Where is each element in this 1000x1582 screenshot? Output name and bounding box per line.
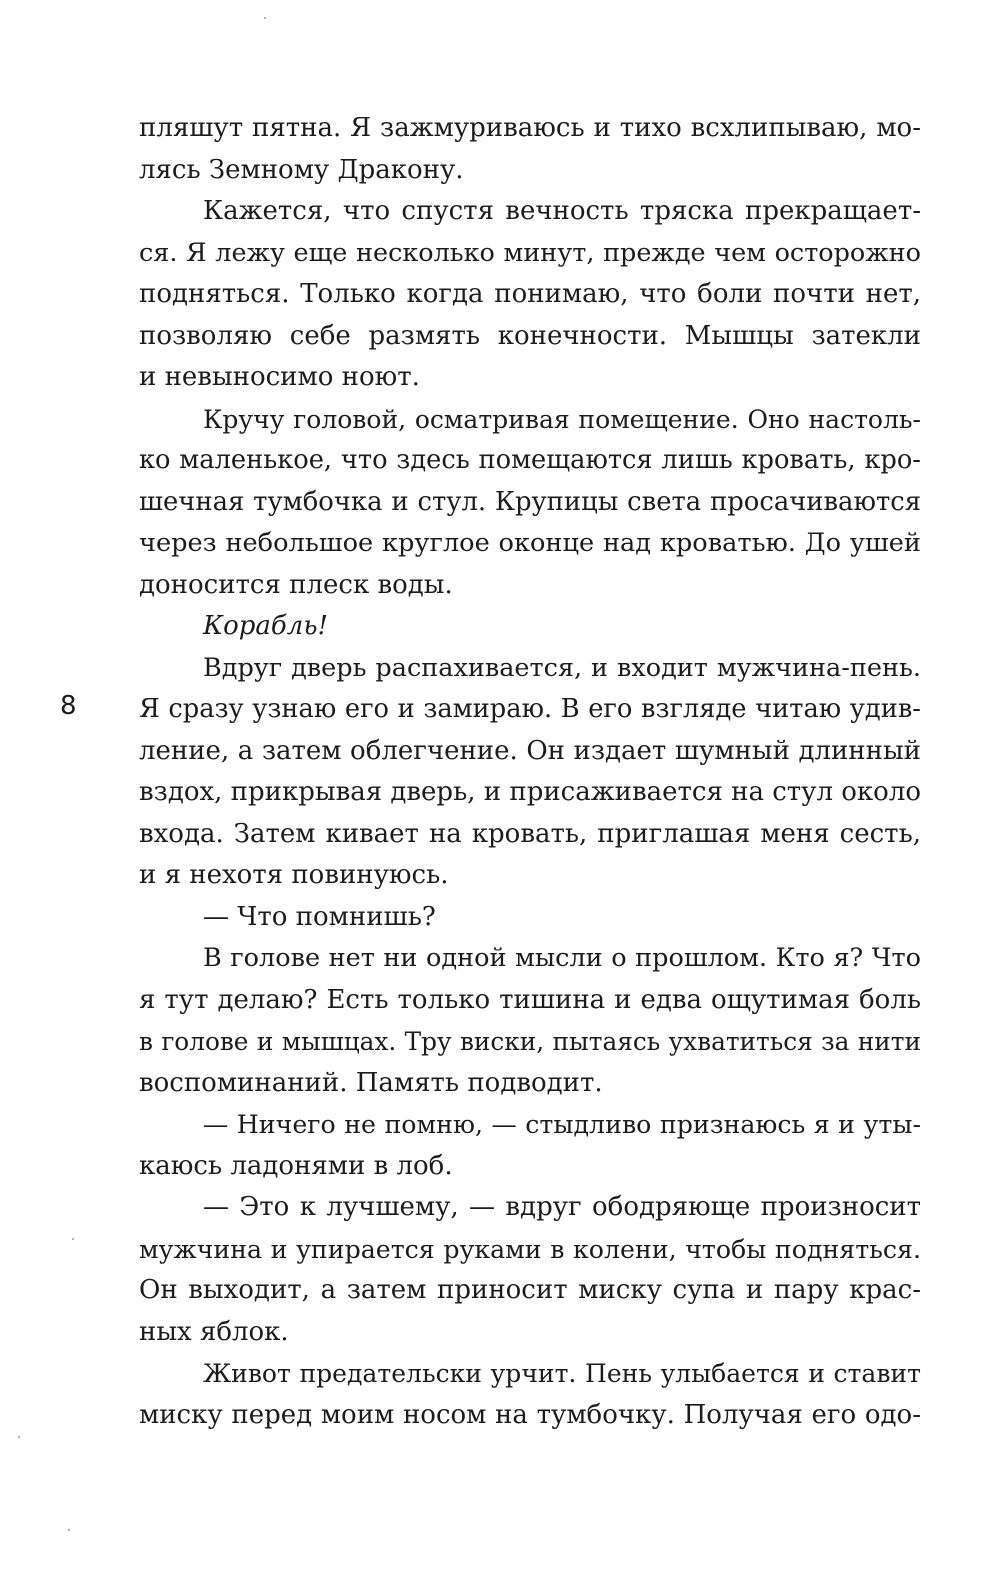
- text-line: Живот предательски урчит. Пень улыбается и ставит: [203, 1359, 921, 1388]
- text-line: — Что помнишь?: [203, 901, 436, 932]
- page-number: 8: [60, 691, 77, 721]
- text-line: мужчина и упирается руками в колени, чтобы подняться.: [139, 1234, 921, 1264]
- text-line: лясь Земному Дракону.: [139, 154, 464, 185]
- text-line: позволяю себе размять конечности. Мышцы затекли: [139, 320, 921, 351]
- text-line-italic: Корабль!: [203, 611, 328, 641]
- text-line: Кажется, что спустя вечность тряска прекращает-: [203, 196, 921, 226]
- text-line: входа. Затем кивает на кровать, приглашая меня сесть,: [139, 818, 921, 849]
- scan-speck: [72, 1238, 74, 1240]
- text-line: каюсь ладонями в лоб.: [139, 1150, 453, 1181]
- text-line: и невыносимо ноют.: [139, 362, 420, 392]
- text-line: миску перед моим носом на тумбочку. Получая его одо-: [139, 1399, 921, 1430]
- text-line: подняться. Только когда понимаю, что боли почти нет,: [139, 279, 921, 309]
- text-line: Вдруг дверь распахивается, и входит мужчина-пень.: [203, 652, 921, 683]
- scan-speck: [264, 17, 266, 19]
- text-line: пляшут пятна. Я зажмуриваюсь и тихо всхлипываю, мо-: [139, 113, 921, 143]
- text-line: и я нехотя повинуюсь.: [139, 860, 449, 890]
- scan-speck: [68, 1529, 70, 1531]
- text-line: Он выходит, а затем приносит миску супа и пару крас-: [139, 1275, 921, 1305]
- text-line: Кручу головой, осматривая помещение. Оно настоль-: [203, 404, 921, 434]
- text-line: доносится плеск воды.: [139, 569, 453, 600]
- text-line: ление, а затем облегчение. Он издает шумный длинный: [139, 735, 921, 766]
- text-line: шечная тумбочка и стул. Крупицы света просачиваются: [139, 486, 921, 517]
- text-line: — Это к лучшему, — вдруг ободряюще произносит: [203, 1192, 921, 1222]
- text-line: В голове нет ни одной мысли о прошлом. Кто я? Что: [203, 943, 921, 973]
- text-line: ся. Я лежу еще несколько минут, прежде чем осторожно: [139, 237, 921, 268]
- text-line: я тут делаю? Есть только тишина и едва ощутимая боль: [139, 984, 921, 1015]
- text-line: ко маленькое, что здесь помещаются лишь кровать, кро-: [139, 445, 921, 475]
- text-line: в голове и мышцах. Тру виски, пытаясь ухватиться за нити: [139, 1027, 921, 1056]
- text-line: ных яблок.: [139, 1316, 289, 1347]
- text-line: вздох, прикрывая дверь, и присаживается на стул около: [139, 777, 921, 807]
- scan-speck: [18, 1436, 20, 1438]
- text-line: — Ничего не помню, — стыдливо признаюсь я и уты-: [203, 1110, 921, 1139]
- text-line: Я сразу узнаю его и замираю. В его взгляде читаю удив-: [139, 694, 921, 724]
- text-line: воспоминаний. Память подводит.: [139, 1067, 603, 1098]
- body-text: [139, 108, 921, 1436]
- text-line: через небольшое круглое оконце над кроватью. До ушей: [139, 528, 921, 558]
